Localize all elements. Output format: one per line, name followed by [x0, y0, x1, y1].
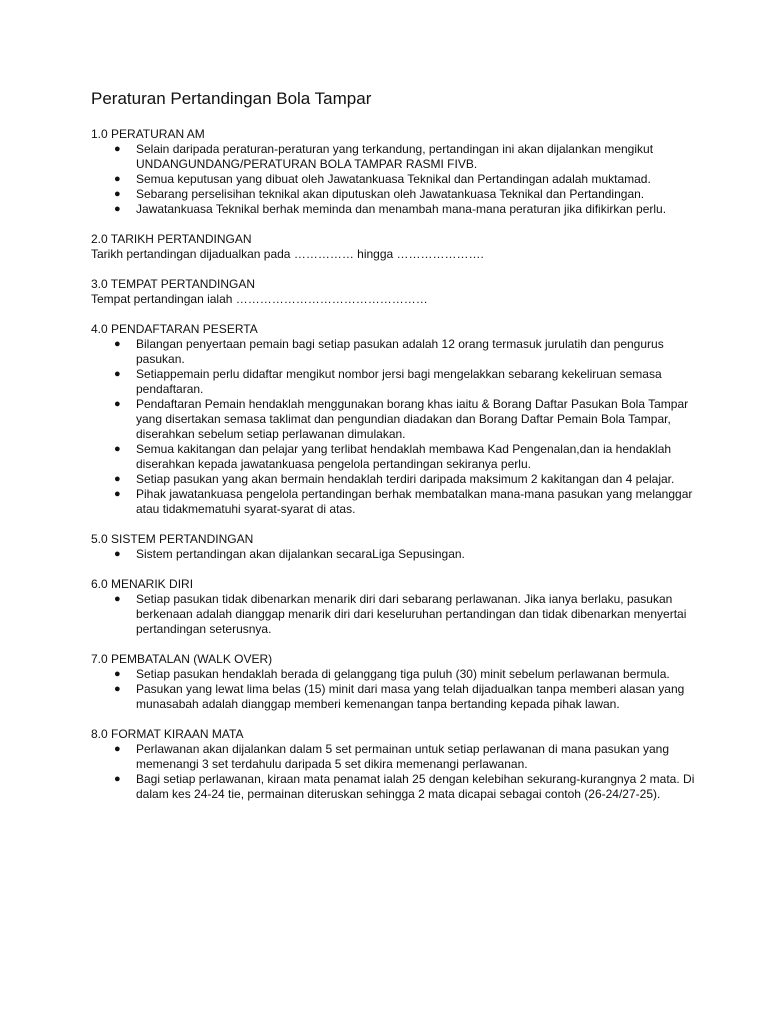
section-peraturan-am [91, 127, 708, 217]
section-pendaftaran-peserta [91, 322, 708, 517]
list-item-text: Pasukan yang lewat lima belas (15) minit dari masa yang telah dijadualkan tanpa memberi alasan yang munasabah adalah dianggap memberi kemenangan tanpa bertanding kepada pihak lawan. [136, 682, 685, 711]
bullet-icon: ● [114, 443, 121, 455]
bullet-icon: ● [114, 473, 121, 485]
section-heading: 5.0 SISTEM PERTANDINGAN [91, 532, 254, 546]
bullet-list [91, 337, 708, 517]
bullet-list [91, 742, 708, 802]
section-text: Tempat pertandingan ialah ………………………………………… [91, 292, 428, 306]
section-tempat-pertandingan [91, 277, 708, 307]
list-item [114, 187, 708, 202]
bullet-icon: ● [114, 398, 121, 410]
list-item [114, 592, 708, 637]
list-item [114, 742, 708, 772]
bullet-list [91, 547, 708, 562]
section-text: Tarikh pertandingan dijadualkan pada …………… hingga …………………. [91, 247, 484, 261]
bullet-icon: ● [114, 188, 121, 200]
list-item [114, 487, 708, 517]
list-item [114, 682, 708, 712]
section-heading: 8.0 FORMAT KIRAAN MATA [91, 727, 244, 741]
list-item [114, 547, 708, 562]
bullet-icon: ● [114, 743, 121, 755]
list-item [114, 772, 708, 802]
section-heading: 1.0 PERATURAN AM [91, 127, 205, 141]
list-item-text: Jawatankuasa Teknikal berhak meminda dan menambah mana-mana peraturan jika difikirkan perlu. [136, 202, 667, 216]
list-item [114, 397, 708, 442]
section-sistem-pertandingan [91, 532, 708, 562]
list-item-text: Bagi setiap perlawanan, kiraan mata penamat ialah 25 dengan kelebihan sekurang-kurangnya 2 mata. Di dalam kes 24-24 tie, permainan diteruskan sehingga 2 mata dicapai sebagai contoh (26-24/27-25). [136, 772, 695, 801]
bullet-icon: ● [114, 203, 121, 215]
list-item-text: Semua kakitangan dan pelajar yang terlibat hendaklah membawa Kad Pengenalan,dan ia hendaklah diserahkan kepada jawatankuasa pengelola pertandingan sekiranya perlu. [136, 442, 672, 471]
list-item-text: Selain daripada peraturan-peraturan yang terkandung, pertandingan ini akan dijalankan mengikut UNDANGUNDANG/PERATURAN BOLA TAMPAR RASMI FIVB. [136, 142, 654, 171]
list-item [114, 202, 708, 217]
section-heading: 4.0 PENDAFTARAN PESERTA [91, 322, 258, 336]
list-item [114, 337, 708, 367]
bullet-icon: ● [114, 548, 121, 560]
list-item [114, 142, 708, 172]
list-item-text: Sebarang perselisihan teknikal akan diputuskan oleh Jawatankuasa Teknikal dan Pertandingan. [136, 187, 645, 201]
list-item-text: Setiap pasukan yang akan bermain hendaklah terdiri daripada maksimum 2 kakitangan dan 4 pelajar. [136, 472, 675, 486]
section-pembatalan [91, 652, 708, 712]
bullet-icon: ● [114, 488, 121, 500]
section-tarikh-pertandingan [91, 232, 708, 262]
bullet-list [91, 592, 708, 637]
list-item [114, 442, 708, 472]
bullet-icon: ● [114, 338, 121, 350]
bullet-icon: ● [114, 668, 121, 680]
list-item-text: Perlawanan akan dijalankan dalam 5 set permainan untuk setiap perlawanan di mana pasukan yang memenangi 3 set terdahulu daripada 5 set dikira memenangi perlawanan. [136, 742, 670, 771]
document-title: Peraturan Pertandingan Bola Tampar [91, 89, 372, 108]
section-heading: 3.0 TEMPAT PERTANDINGAN [91, 277, 256, 291]
bullet-icon: ● [114, 773, 121, 785]
list-item [114, 367, 708, 397]
bullet-icon: ● [114, 368, 121, 380]
bullet-icon: ● [114, 593, 121, 605]
list-item [114, 667, 708, 682]
section-format-kiraan-mata [91, 727, 708, 802]
list-item [114, 472, 708, 487]
section-heading: 6.0 MENARIK DIRI [91, 577, 194, 591]
bullet-list [91, 142, 708, 217]
bullet-icon: ● [114, 143, 121, 155]
section-menarik-diri [91, 577, 708, 637]
bullet-list [91, 667, 708, 712]
list-item-text: Pendaftaran Pemain hendaklah menggunakan borang khas iaitu & Borang Daftar Pasukan Bola Tampar yang disertakan semasa taklimat dan pengundian diadakan dan Borang Daftar Pemain Bola Tampar, diserahkan sebelum setiap perlawanan dimulakan. [136, 397, 689, 441]
list-item-text: Setiap pasukan hendaklah berada di gelanggang tiga puluh (30) minit sebelum perlawanan bermula. [136, 667, 670, 681]
list-item [114, 172, 708, 187]
list-item-text: Setiappemain perlu didaftar mengikut nombor jersi bagi mengelakkan sebarang kekeliruan semasa pendaftaran. [136, 367, 662, 396]
list-item-text: Pihak jawatankuasa pengelola pertandingan berhak membatalkan mana-mana pasukan yang melanggar atau tidakmematuhi syarat-syarat di atas. [136, 487, 693, 516]
list-item-text: Bilangan penyertaan pemain bagi setiap pasukan adalah 12 orang termasuk jurulatih dan pengurus pasukan. [136, 337, 664, 366]
section-heading: 7.0 PEMBATALAN (WALK OVER) [91, 652, 273, 666]
section-heading: 2.0 TARIKH PERTANDINGAN [91, 232, 252, 246]
list-item-text: Setiap pasukan tidak dibenarkan menarik diri dari sebarang perlawanan. Jika ianya berlaku, pasukan berkenaan adalah dianggap menarik diri dari keseluruhan pertandingan dan tidak dibenarkan menyertai pertandingan seterusnya. [136, 592, 687, 636]
bullet-icon: ● [114, 683, 121, 695]
list-item-text: Sistem pertandingan akan dijalankan secaraLiga Sepusingan. [136, 547, 465, 561]
list-item-text: Semua keputusan yang dibuat oleh Jawatankuasa Teknikal dan Pertandingan adalah muktamad. [136, 172, 651, 186]
bullet-icon: ● [114, 173, 121, 185]
